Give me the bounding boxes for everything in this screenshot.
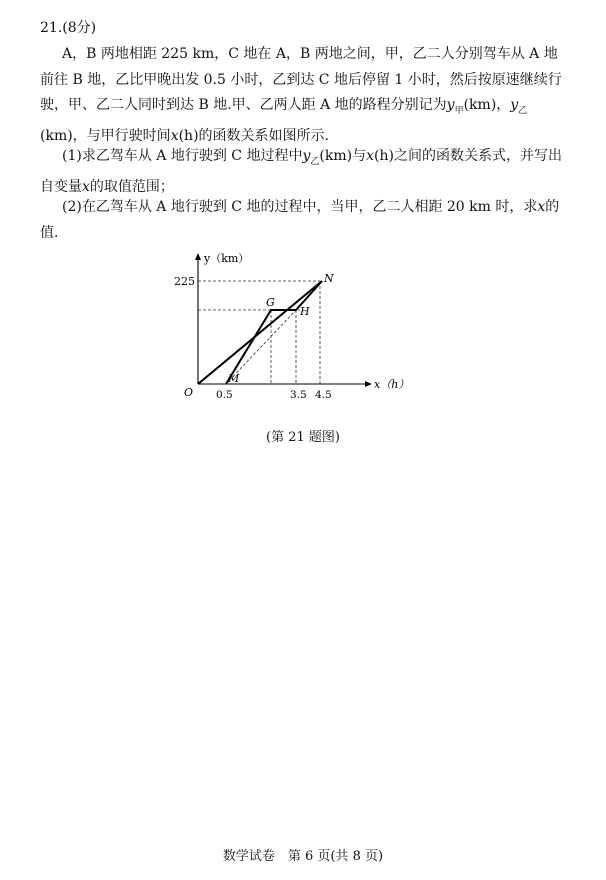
part2-x-var: x — [537, 199, 546, 215]
x-tick-0-5: 0.5 — [216, 389, 233, 401]
stem-text-2: (km)， — [463, 97, 511, 113]
part1-y-sub: 乙 — [310, 156, 320, 167]
x-axis-arrow — [365, 381, 372, 387]
stem-text-4: (h)的函数关系如图所示. — [178, 128, 329, 145]
origin-label: O — [184, 386, 194, 399]
point-label-g: G — [266, 296, 275, 309]
question-stem — [40, 42, 570, 150]
figure-caption: (第 21 题图) — [266, 430, 340, 445]
part1-text-d: 的取值范围； — [89, 179, 174, 196]
y-jia-var: y — [446, 97, 455, 113]
y-yi-sub: 乙 — [518, 105, 528, 116]
function-graph — [160, 248, 420, 418]
question-points: (8分) — [62, 20, 97, 36]
part-2 — [40, 195, 570, 246]
point-label-m: M — [228, 372, 240, 385]
y-tick-225: 225 — [174, 275, 195, 288]
question-header — [40, 16, 570, 42]
y-yi-var: y — [510, 97, 519, 113]
page-footer: 数学试卷 第 6 页(共 8 页) — [222, 849, 384, 864]
x-tick-3-5: 3.5 — [290, 389, 307, 401]
graph-svg — [160, 248, 420, 418]
part1-text-c: (h)之间的函数关系式，并写出自变量 — [40, 148, 562, 196]
stem-text-1: A，B 两地相距 225 km，C 地在 A，B 两地之间，甲，乙二人分别驾车从 A 地前往 B 地，乙比甲晚出发 0.5 小时，乙到达 C 地后停留 1 小时，然后按原速继续行驶，甲、乙二人同时到达 B 地.甲、乙两人距 A 地的路程分别记为 — [40, 46, 562, 113]
part1-text-b: (km)与 — [319, 148, 367, 164]
stem-text-3: (km)，与甲行驶时间 — [40, 128, 171, 145]
y-axis-arrow — [195, 253, 201, 260]
x-axis-label: x（h） — [374, 378, 410, 391]
y-axis-label: y（km） — [204, 252, 250, 265]
point-label-n: N — [324, 272, 334, 285]
x-tick-4-5: 4.5 — [315, 389, 332, 401]
y-jia-sub: 甲 — [454, 105, 464, 116]
part-1 — [40, 144, 570, 201]
part1-text-a: (1)求乙驾车从 A 地行驶到 C 地过程中 — [62, 148, 303, 164]
line-jia — [198, 281, 322, 384]
part1-y-var: y — [302, 148, 311, 164]
x-var: x — [170, 128, 179, 145]
part2-text-b: 的值. — [40, 199, 560, 241]
question-number: 21. — [40, 20, 63, 36]
part1-x-var: x — [366, 148, 374, 164]
part1-x-var-2: x — [82, 179, 90, 196]
part2-text-a: (2)在乙驾车从 A 地行驶到 C 地的过程中，当甲，乙二人相距 20 km 时，求 — [62, 199, 538, 215]
point-label-h: H — [300, 305, 310, 318]
